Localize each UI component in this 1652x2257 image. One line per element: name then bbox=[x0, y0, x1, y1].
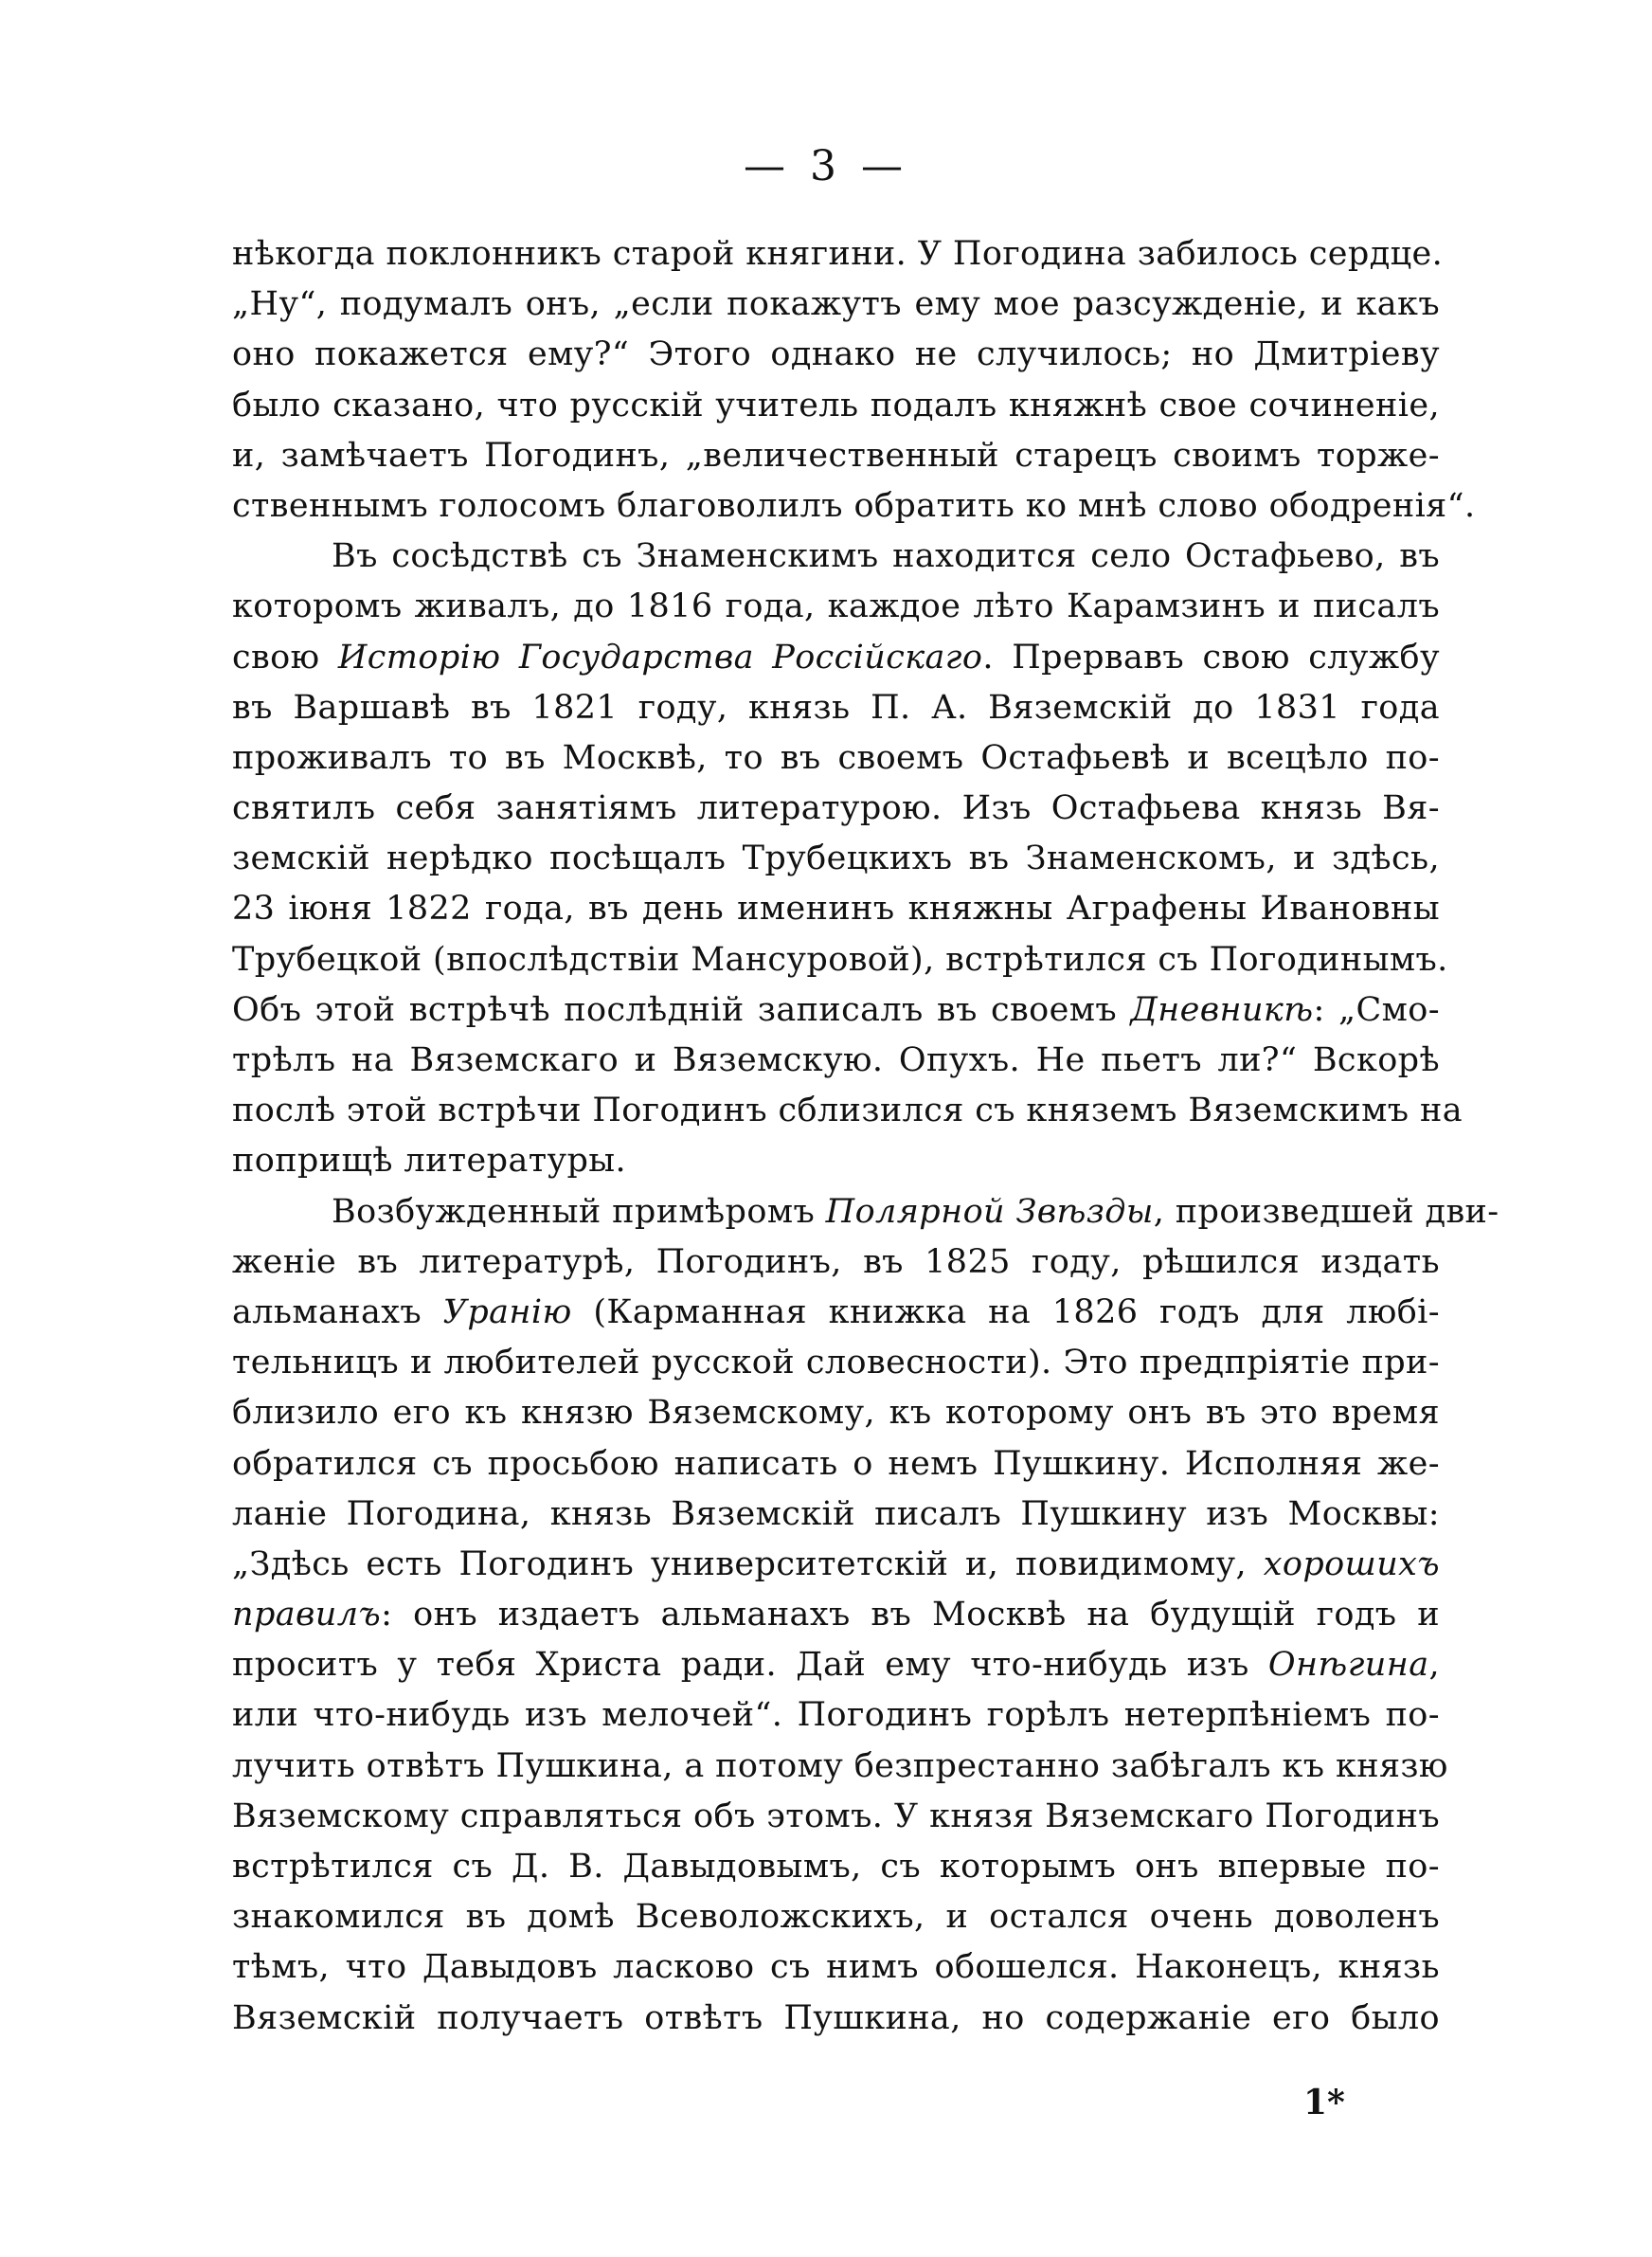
signature-mark: 1* bbox=[1303, 2083, 1345, 2122]
text-line: Вяземскій получаетъ отвѣтъ Пушкина, но содержаніе его было bbox=[232, 1998, 1440, 2037]
text-line: въ Варшавѣ въ 1821 году, князь П. А. Вяземскій до 1831 года bbox=[232, 688, 1440, 727]
text-line bbox=[232, 1590, 1440, 1640]
text-line: женіе въ литературѣ, Погодинъ, въ 1825 году, рѣшился издать bbox=[232, 1242, 1440, 1281]
text-line bbox=[232, 1640, 1440, 1690]
text-line: 23 іюня 1822 года, въ день именинъ княжны Аграфены Ивановны bbox=[232, 890, 1440, 929]
italic-title: Полярной Звѣзды bbox=[825, 1192, 1154, 1231]
text-run: , произведшей дви- bbox=[1153, 1192, 1499, 1231]
text-line: лучить отвѣтъ Пушкина, а потому безпрестанно забѣгалъ къ князю bbox=[232, 1746, 1448, 1785]
text-line: „Ну“, подумалъ онъ, „если покажутъ ему мое разсужденіе, и какъ bbox=[232, 285, 1440, 324]
text-run: , bbox=[1428, 1646, 1440, 1685]
text-line: оно покажется ему?“ Этого однако не случилось; но Дмитріеву bbox=[232, 335, 1440, 374]
text-line: нѣкогда поклонникъ старой княгини. У Погодина забилось сердце. bbox=[232, 235, 1444, 273]
text-line: поприщѣ литературы. bbox=[232, 1142, 627, 1181]
text-line: было сказано, что русскій учитель подалъ княжнѣ свое сочиненіе, bbox=[232, 386, 1440, 424]
text-line: обратился съ просьбою написать о немъ Пушкину. Исполняя же- bbox=[232, 1444, 1440, 1483]
text-line: Вяземскому справляться объ этомъ. У князя Вяземскаго Погодинъ bbox=[232, 1797, 1440, 1835]
text-line: тельницъ и любителей русской словесности). Это предпріятіе при- bbox=[232, 1344, 1440, 1382]
text-run: альманахъ bbox=[232, 1292, 443, 1331]
page-number: — 3 — bbox=[744, 142, 908, 190]
text-line: Трубецкой (впослѣдствіи Мансуровой), встрѣтился съ Погодинымъ. bbox=[232, 940, 1448, 979]
italic-title: хорошихъ bbox=[1263, 1544, 1440, 1583]
text-line bbox=[232, 985, 1440, 1036]
text-line: и, замѣчаетъ Погодинъ, „величественный старецъ своимъ торже- bbox=[232, 436, 1440, 475]
text-run: : „Смо- bbox=[1313, 990, 1440, 1029]
text-run: Возбужденный примѣромъ bbox=[332, 1192, 826, 1231]
text-line bbox=[232, 633, 1440, 683]
text-run: проситъ у тебя Христа ради. Дай ему что-нибудь изъ bbox=[232, 1646, 1268, 1685]
paragraph bbox=[232, 229, 1476, 532]
text-line bbox=[232, 1288, 1440, 1338]
text-line: земскій нерѣдко посѣщалъ Трубецкихъ въ Знаменскомъ, и здѣсь, bbox=[232, 840, 1440, 878]
text-line bbox=[232, 1187, 1499, 1237]
text-line: ственнымъ голосомъ благоволилъ обратить ко мнѣ слово ободренія“. bbox=[232, 486, 1476, 525]
italic-title: Исторію Государства Россійскаго bbox=[337, 638, 983, 677]
text-run: : онъ издаетъ альманахъ въ Москвѣ на будущій годъ и bbox=[381, 1596, 1440, 1634]
text-line: которомъ живалъ, до 1816 года, каждое лѣто Карамзинъ и писалъ bbox=[232, 587, 1440, 626]
text-line: проживалъ то въ Москвѣ, то въ своемъ Остафьевѣ и всецѣло по- bbox=[232, 738, 1440, 777]
paragraph bbox=[232, 532, 1463, 1186]
text-line: трѣлъ на Вяземскаго и Вяземскую. Опухъ. Не пьетъ ли?“ Вскорѣ bbox=[232, 1041, 1440, 1079]
text-run: (Карманная книжка на 1826 годъ для любі- bbox=[571, 1292, 1440, 1331]
text-line bbox=[232, 1540, 1440, 1590]
italic-title: Уранію bbox=[442, 1292, 572, 1331]
text-line: тѣмъ, что Давыдовъ ласково съ нимъ обошелся. Наконецъ, князь bbox=[232, 1948, 1440, 1987]
italic-title: Онѣгина bbox=[1267, 1646, 1429, 1685]
text-line: послѣ этой встрѣчи Погодинъ сблизился съ княземъ Вяземскимъ на bbox=[232, 1092, 1463, 1130]
italic-title: Дневникѣ bbox=[1130, 990, 1314, 1029]
text-run: свою bbox=[232, 638, 338, 677]
text-line: Въ сосѣдствѣ съ Знаменскимъ находится село Остафьево, въ bbox=[332, 537, 1440, 576]
text-line: или что-нибудь изъ мелочей“. Погодинъ горѣлъ нетерпѣніемъ по- bbox=[232, 1696, 1440, 1735]
text-line: встрѣтился съ Д. В. Давыдовымъ, съ которымъ онъ впервые по- bbox=[232, 1848, 1440, 1886]
paragraph bbox=[232, 1187, 1499, 2044]
text-run: „Здѣсь есть Погодинъ университетскій и, повидимому, bbox=[232, 1544, 1264, 1583]
text-run: Объ этой встрѣчѣ послѣдній записалъ въ своемъ bbox=[232, 990, 1131, 1029]
text-line: знакомился въ домѣ Всеволожскихъ, и остался очень доволенъ bbox=[232, 1898, 1440, 1937]
text-line: ланіе Погодина, князь Вяземскій писалъ Пушкину изъ Москвы: bbox=[232, 1494, 1440, 1533]
body-text bbox=[232, 229, 1499, 2044]
italic-title: правилъ bbox=[232, 1596, 382, 1634]
text-run: . Прервавъ свою службу bbox=[982, 638, 1440, 677]
text-line: святилъ себя занятіямъ литературою. Изъ Остафьева князь Вя- bbox=[232, 789, 1440, 828]
text-line: близило его къ князю Вяземскому, къ которому онъ въ это время bbox=[232, 1394, 1440, 1433]
